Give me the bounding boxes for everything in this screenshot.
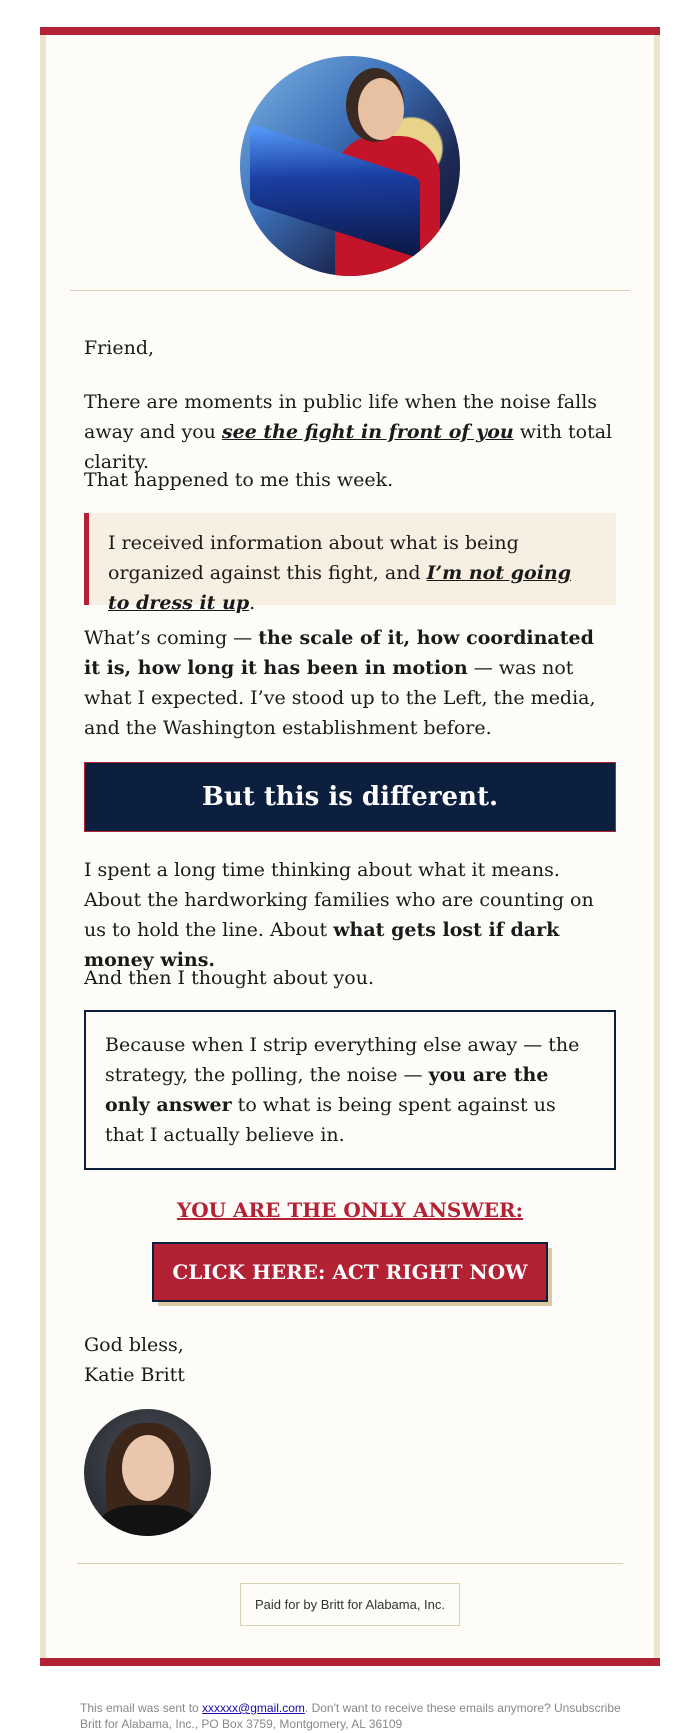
paid-for-disclaimer: Paid for by Britt for Alabama, Inc. [240,1583,460,1626]
avatar [84,1409,211,1536]
paragraph-you: And then I thought about you. [84,967,375,989]
footer-divider [77,1563,623,1564]
quote-block: I received information about what is being organized against this fight, and I’m not going to dress it up. [84,513,616,605]
cta-link[interactable]: YOU ARE THE ONLY ANSWER: [176,1198,524,1222]
hero-photo [240,56,460,276]
unsubscribe-text[interactable]: . Don't want to receive these emails anymore? Unsubscribe [304,1701,621,1715]
callout-box: Because when I strip everything else away — the strategy, the polling, the noise — you are the only answer to what is being spent against us that I actually believe in. [84,1010,616,1170]
bottom-accent-bar [40,1658,660,1666]
footer-address: Britt for Alabama, Inc., PO Box 3759, Montgomery, AL 36109 [80,1717,403,1731]
signoff: God bless, [84,1334,184,1356]
bold-text: what gets lost if dark money wins. [84,919,560,971]
bold-text: you are the only answer [105,1064,549,1116]
greeting: Friend, [84,337,155,359]
top-accent-bar [40,27,660,35]
paragraph-week: That happened to me this week. [84,469,394,491]
emphasis-text: see the fight in front of you [221,421,514,443]
paragraph-intro: There are moments in public life when the noise falls away and you see the fight in front of you with total clarity. [84,391,613,473]
signature: Katie Britt [84,1364,185,1386]
headline-banner: But this is different. [84,762,616,832]
paragraph-whats-coming: What’s coming — the scale of it, how coordinated it is, how long it has been in motion — was not what I expected. I’ve stood up to the Left, the media, and the Washington establishment before. [84,627,596,739]
header-divider [70,290,630,291]
recipient-email-link[interactable]: xxxxxx@gmail.com [202,1701,305,1715]
footer-sent-to: This email was sent to xxxxxx@gmail.com. Don't want to receive these emails anymore? Unsubscribe [80,1701,621,1715]
paragraph-thinking: I spent a long time thinking about what it means. About the hardworking families who are counting on us to hold the line. About what gets lost if dark money wins. [84,859,594,971]
act-now-button[interactable]: CLICK HERE: ACT RIGHT NOW [152,1242,548,1302]
quote-emphasis: I’m not going to dress it up [108,562,572,614]
bold-text: the scale of it, how coordinated it is, how long it has been in motion [84,627,594,679]
